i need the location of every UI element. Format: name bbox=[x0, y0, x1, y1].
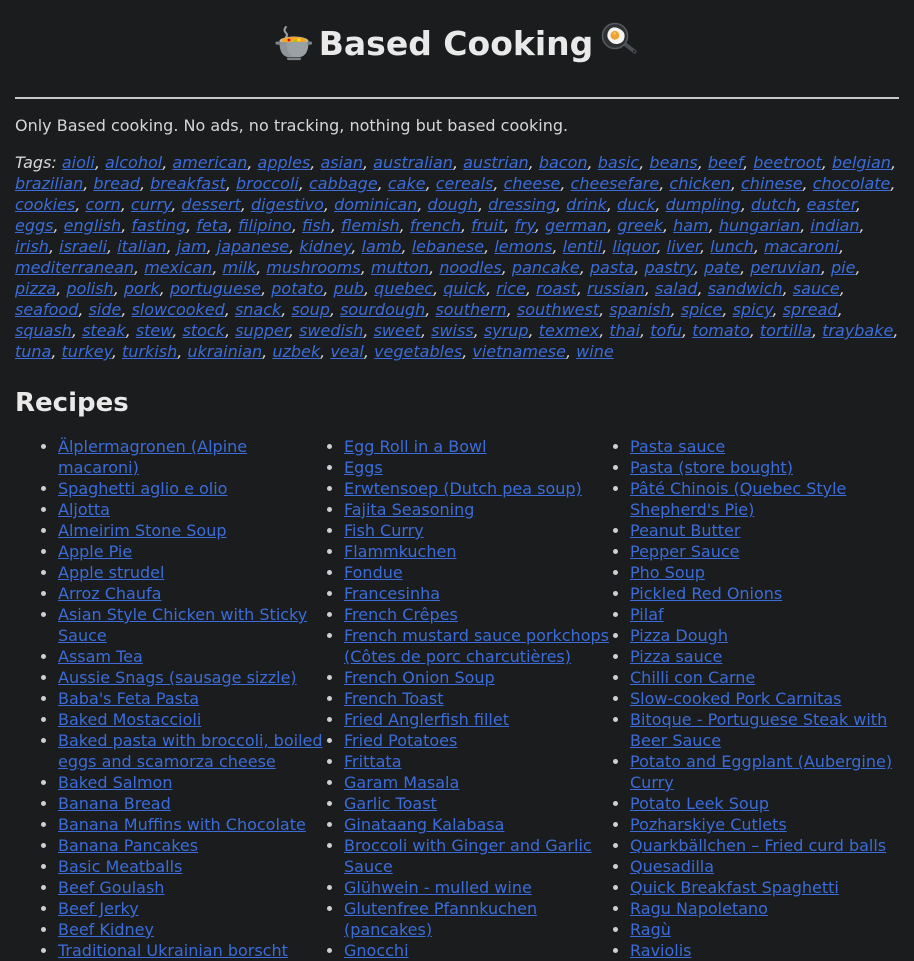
recipe-item bbox=[630, 520, 900, 541]
recipe-item bbox=[58, 499, 328, 520]
recipe-column-1 bbox=[58, 436, 328, 961]
tag-link[interactable]: stew bbox=[135, 321, 173, 340]
tag-link[interactable]: dessert bbox=[181, 195, 241, 214]
tag-link[interactable]: cheesefare bbox=[570, 174, 660, 193]
recipe-link[interactable]: Ragu Napoletano bbox=[630, 899, 768, 918]
tag-link[interactable]: quebec bbox=[374, 279, 434, 298]
recipe-link[interactable]: Pasta (store bought) bbox=[630, 458, 793, 477]
recipe-link[interactable]: Arroz Chaufa bbox=[58, 584, 162, 603]
tag-link[interactable]: bacon bbox=[538, 153, 588, 172]
tag-link[interactable]: mutton bbox=[370, 258, 430, 277]
tag-link[interactable]: feta bbox=[196, 216, 228, 235]
tag-link[interactable]: liver bbox=[666, 237, 700, 256]
tag-link[interactable]: belgian bbox=[831, 153, 891, 172]
tag-link[interactable]: vietnamese bbox=[472, 342, 566, 361]
tag-link[interactable]: texmex bbox=[538, 321, 600, 340]
tag-link[interactable]: greek bbox=[617, 216, 663, 235]
tag-link[interactable]: salad bbox=[655, 279, 698, 298]
recipe-link[interactable]: Asian Style Chicken with Sticky Sauce bbox=[58, 605, 308, 645]
recipe-item bbox=[344, 478, 614, 499]
tag-link[interactable]: cereals bbox=[435, 174, 494, 193]
recipe-item bbox=[344, 457, 614, 478]
tag-link[interactable]: lemons bbox=[494, 237, 553, 256]
recipe-item bbox=[58, 541, 328, 562]
tag-link[interactable]: tomato bbox=[692, 321, 750, 340]
recipe-link[interactable]: Garam Masala bbox=[344, 773, 460, 792]
frying-pan-egg-icon bbox=[599, 22, 641, 75]
recipe-link[interactable]: Fajita Seasoning bbox=[344, 500, 475, 519]
tag-link[interactable]: french bbox=[409, 216, 461, 235]
recipe-link[interactable]: Basic Meatballs bbox=[58, 857, 183, 876]
recipe-item bbox=[58, 856, 328, 877]
tag-link[interactable]: southern bbox=[435, 300, 507, 319]
recipe-link[interactable]: Broccoli with Ginger and Garlic Sauce bbox=[344, 836, 592, 876]
recipe-link[interactable]: Potato and Eggplant (Aubergine) Curry bbox=[630, 752, 893, 792]
tag-link[interactable]: austrian bbox=[463, 153, 529, 172]
recipe-link[interactable]: Pepper Sauce bbox=[630, 542, 740, 561]
recipe-item bbox=[344, 835, 614, 877]
tag-link[interactable]: dominican bbox=[334, 195, 418, 214]
tag-link[interactable]: duck bbox=[617, 195, 656, 214]
recipe-link[interactable]: Beef Goulash bbox=[58, 878, 165, 897]
tag-link[interactable]: jam bbox=[176, 237, 207, 256]
tag-link[interactable]: alcohol bbox=[104, 153, 163, 172]
tag-link[interactable]: noodles bbox=[439, 258, 502, 277]
tag-link[interactable]: ukrainian bbox=[187, 342, 263, 361]
recipe-link[interactable]: Älplermagronen (Alpine macaroni) bbox=[58, 437, 248, 477]
recipe-column-2 bbox=[344, 436, 614, 961]
tag-link[interactable]: spread bbox=[782, 300, 838, 319]
tag-link[interactable]: lebanese bbox=[411, 237, 485, 256]
tag-link[interactable]: potato bbox=[271, 279, 324, 298]
tag-link[interactable]: milk bbox=[222, 258, 257, 277]
tag-link[interactable]: russian bbox=[587, 279, 645, 298]
tag-link[interactable]: liquor bbox=[612, 237, 657, 256]
tag-link[interactable]: breakfast bbox=[150, 174, 226, 193]
tag-link[interactable]: dumpling bbox=[665, 195, 741, 214]
recipe-link[interactable]: Banana Bread bbox=[58, 794, 171, 813]
recipe-link[interactable]: Fondue bbox=[344, 563, 403, 582]
tag-link[interactable]: chicken bbox=[669, 174, 731, 193]
recipe-item bbox=[630, 562, 900, 583]
recipe-link[interactable]: Quesadilla bbox=[630, 857, 715, 876]
tagline: Only Based cooking. No ads, no tracking, nothing but based cooking. bbox=[15, 116, 569, 135]
tag-link[interactable]: chocolate bbox=[812, 174, 891, 193]
recipe-link[interactable]: Glutenfree Pfannkuchen (pancakes) bbox=[344, 899, 538, 939]
recipe-link[interactable]: Garlic Toast bbox=[344, 794, 437, 813]
tag-link[interactable]: eggs bbox=[15, 216, 54, 235]
tag-link[interactable]: spicy bbox=[732, 300, 773, 319]
recipe-item bbox=[630, 583, 900, 604]
recipe-link[interactable]: Pozharskiye Cutlets bbox=[630, 815, 787, 834]
tag-link[interactable]: apples bbox=[257, 153, 311, 172]
tag-link[interactable]: chinese bbox=[741, 174, 803, 193]
recipe-item bbox=[344, 562, 614, 583]
recipe-item bbox=[58, 919, 328, 940]
tag-link[interactable]: wine bbox=[576, 342, 614, 361]
recipe-link[interactable]: Potato Leek Soup bbox=[630, 794, 770, 813]
recipe-item bbox=[58, 688, 328, 709]
tag-link[interactable]: american bbox=[172, 153, 248, 172]
tag-link[interactable]: pizza bbox=[15, 279, 57, 298]
tag-link[interactable]: tortilla bbox=[759, 321, 812, 340]
recipe-item bbox=[344, 583, 614, 604]
tag-link[interactable]: portuguese bbox=[169, 279, 262, 298]
tag-link[interactable]: vegetables bbox=[374, 342, 463, 361]
tag-link[interactable]: fry bbox=[514, 216, 535, 235]
recipe-item bbox=[344, 793, 614, 814]
tag-link[interactable]: sauce bbox=[792, 279, 840, 298]
tag-link[interactable]: turkey bbox=[61, 342, 112, 361]
recipe-link[interactable]: Aussie Snags (sausage sizzle) bbox=[58, 668, 297, 687]
recipe-item bbox=[344, 436, 614, 457]
tag-link[interactable]: broccoli bbox=[235, 174, 299, 193]
recipe-item bbox=[630, 667, 900, 688]
recipe-item bbox=[630, 793, 900, 814]
tag-link[interactable]: german bbox=[545, 216, 608, 235]
pot-of-food-icon bbox=[273, 24, 313, 75]
tag-link[interactable]: digestivo bbox=[250, 195, 324, 214]
recipe-link[interactable]: Pizza sauce bbox=[630, 647, 723, 666]
tag-link[interactable]: bread bbox=[93, 174, 140, 193]
tag-link[interactable]: indian bbox=[810, 216, 860, 235]
recipe-item bbox=[630, 646, 900, 667]
recipe-link[interactable]: Beef Jerky bbox=[58, 899, 139, 918]
recipe-link[interactable]: Spaghetti aglio e olio bbox=[58, 479, 228, 498]
recipe-link[interactable]: Beef Kidney bbox=[58, 920, 154, 939]
tag-link[interactable]: supper bbox=[235, 321, 289, 340]
recipe-link[interactable]: French Crêpes bbox=[344, 605, 458, 624]
recipe-link[interactable]: French Toast bbox=[344, 689, 444, 708]
tag-link[interactable]: stock bbox=[182, 321, 225, 340]
recipe-link[interactable]: Gnocchi bbox=[344, 941, 409, 960]
recipe-column-3 bbox=[630, 436, 900, 961]
recipe-item bbox=[58, 436, 328, 478]
tags-label: Tags: bbox=[15, 153, 62, 172]
tag-link[interactable]: pasta bbox=[589, 258, 635, 277]
recipe-link[interactable]: Francesinha bbox=[344, 584, 441, 603]
recipe-link[interactable]: Almeirim Stone Soup bbox=[58, 521, 227, 540]
recipe-link[interactable]: Chilli con Carne bbox=[630, 668, 756, 687]
recipe-item bbox=[58, 520, 328, 541]
recipe-item bbox=[58, 877, 328, 898]
recipe-item bbox=[58, 604, 328, 646]
tag-link[interactable]: soup bbox=[291, 300, 330, 319]
recipe-item bbox=[58, 478, 328, 499]
recipe-item bbox=[630, 898, 900, 919]
recipe-item bbox=[344, 625, 614, 667]
recipe-item bbox=[344, 898, 614, 940]
tag-link[interactable]: aioli bbox=[61, 153, 95, 172]
tag-link[interactable]: pork bbox=[123, 279, 160, 298]
tag-link[interactable]: dressing bbox=[488, 195, 557, 214]
recipe-link[interactable]: Pizza Dough bbox=[630, 626, 728, 645]
recipe-item bbox=[630, 436, 900, 457]
tag-link[interactable]: sandwich bbox=[707, 279, 783, 298]
tag-link[interactable]: fruit bbox=[471, 216, 505, 235]
recipe-item bbox=[630, 478, 900, 520]
tag-link[interactable]: flemish bbox=[340, 216, 400, 235]
recipe-link[interactable]: French Onion Soup bbox=[344, 668, 495, 687]
recipes-grid bbox=[58, 436, 899, 961]
tag-link[interactable]: veal bbox=[330, 342, 364, 361]
tag-link[interactable]: swedish bbox=[299, 321, 364, 340]
recipe-item bbox=[58, 709, 328, 730]
recipe-item bbox=[58, 730, 328, 772]
tag-link[interactable]: macaroni bbox=[763, 237, 839, 256]
recipe-item bbox=[344, 541, 614, 562]
page-title-text: Based Cooking bbox=[318, 24, 594, 63]
tag-link[interactable]: pancake bbox=[511, 258, 580, 277]
tag-link[interactable]: israeli bbox=[59, 237, 108, 256]
tag-link[interactable]: beef bbox=[707, 153, 744, 172]
tag-link[interactable]: cabbage bbox=[308, 174, 378, 193]
recipe-item bbox=[344, 877, 614, 898]
recipe-link[interactable]: Glühwein - mulled wine bbox=[344, 878, 532, 897]
recipe-link[interactable]: Fried Anglerfish fillet bbox=[344, 710, 509, 729]
recipe-item bbox=[630, 856, 900, 877]
tag-link[interactable]: dough bbox=[427, 195, 478, 214]
tag-link[interactable]: spanish bbox=[609, 300, 671, 319]
recipe-link[interactable]: Flammkuchen bbox=[344, 542, 457, 561]
tag-link[interactable]: peruvian bbox=[750, 258, 821, 277]
recipe-item bbox=[344, 751, 614, 772]
recipe-link[interactable]: Ragù bbox=[630, 920, 671, 939]
recipe-item bbox=[630, 709, 900, 751]
tag-link[interactable]: slowcooked bbox=[131, 300, 225, 319]
tag-link[interactable]: drink bbox=[566, 195, 607, 214]
tag-link[interactable]: uzbek bbox=[272, 342, 321, 361]
recipe-link[interactable]: Peanut Butter bbox=[630, 521, 741, 540]
recipe-link[interactable]: Baked Mostaccioli bbox=[58, 710, 202, 729]
tag-link[interactable]: squash bbox=[15, 321, 72, 340]
recipe-item bbox=[58, 562, 328, 583]
recipe-item bbox=[344, 688, 614, 709]
tag-link[interactable]: cheese bbox=[503, 174, 561, 193]
tag-link[interactable]: italian bbox=[117, 237, 167, 256]
tag-link[interactable]: southwest bbox=[516, 300, 600, 319]
tag-link[interactable]: hungarian bbox=[718, 216, 801, 235]
tag-link[interactable]: filipino bbox=[238, 216, 292, 235]
recipe-item bbox=[630, 877, 900, 898]
recipe-link[interactable]: Egg Roll in a Bowl bbox=[344, 437, 487, 456]
recipe-link[interactable]: Baked Salmon bbox=[58, 773, 173, 792]
recipe-item bbox=[630, 541, 900, 562]
recipe-link[interactable]: Raviolis bbox=[630, 941, 692, 960]
tag-link[interactable]: steak bbox=[82, 321, 126, 340]
recipe-item bbox=[58, 667, 328, 688]
tag-link[interactable]: pie bbox=[830, 258, 856, 277]
tag-link[interactable]: thai bbox=[609, 321, 641, 340]
tag-link[interactable]: syrup bbox=[483, 321, 529, 340]
recipe-item bbox=[630, 688, 900, 709]
tag-link[interactable]: seafood bbox=[15, 300, 79, 319]
recipe-link[interactable]: Banana Muffins with Chocolate bbox=[58, 815, 306, 834]
recipe-item bbox=[344, 520, 614, 541]
tag-link[interactable]: pate bbox=[703, 258, 741, 277]
tag-link[interactable]: tuna bbox=[15, 342, 52, 361]
recipe-item bbox=[630, 940, 900, 961]
tag-link[interactable]: brazilian bbox=[15, 174, 84, 193]
tag-link[interactable]: australian bbox=[373, 153, 453, 172]
tag-link[interactable]: traybake bbox=[822, 321, 894, 340]
recipe-link[interactable]: Pho Soup bbox=[630, 563, 705, 582]
recipe-link[interactable]: Assam Tea bbox=[58, 647, 143, 666]
recipe-link[interactable]: Banana Pancakes bbox=[58, 836, 199, 855]
recipe-item bbox=[344, 604, 614, 625]
recipes-heading: Recipes bbox=[15, 388, 129, 418]
recipe-link[interactable]: Pickled Red Onions bbox=[630, 584, 783, 603]
recipe-item bbox=[344, 814, 614, 835]
recipe-link[interactable]: Bitoque - Portuguese Steak with Beer Sauce bbox=[630, 710, 888, 750]
tag-link[interactable]: mushrooms bbox=[266, 258, 361, 277]
tag-link[interactable]: fish bbox=[302, 216, 331, 235]
tag-link[interactable]: tofu bbox=[650, 321, 683, 340]
tag-link[interactable]: irish bbox=[15, 237, 49, 256]
recipe-item bbox=[344, 772, 614, 793]
recipe-item bbox=[630, 457, 900, 478]
recipe-item bbox=[630, 919, 900, 940]
recipe-item bbox=[630, 625, 900, 646]
tag-link[interactable]: basic bbox=[597, 153, 640, 172]
recipe-link[interactable]: Apple strudel bbox=[58, 563, 165, 582]
recipe-link[interactable]: Slow-cooked Pork Carnitas bbox=[630, 689, 842, 708]
tag-link[interactable]: dutch bbox=[750, 195, 797, 214]
recipe-link[interactable]: Traditional Ukrainian borscht bbox=[58, 941, 288, 960]
recipe-link[interactable]: French mustard sauce porkchops (Côtes de porc charcutières) bbox=[344, 626, 609, 666]
recipe-link[interactable]: Quarkbällchen – Fried curd balls bbox=[630, 836, 887, 855]
recipe-link[interactable]: Apple Pie bbox=[58, 542, 133, 561]
tag-link[interactable]: english bbox=[63, 216, 122, 235]
recipe-item bbox=[630, 835, 900, 856]
tag-link[interactable]: quick bbox=[443, 279, 487, 298]
recipe-item bbox=[58, 646, 328, 667]
tag-link[interactable]: cookies bbox=[15, 195, 76, 214]
recipe-item bbox=[344, 730, 614, 751]
recipe-item bbox=[58, 772, 328, 793]
tag-link[interactable]: mexican bbox=[144, 258, 213, 277]
tag-link[interactable]: kidney bbox=[299, 237, 352, 256]
divider bbox=[15, 97, 899, 99]
recipe-item bbox=[630, 751, 900, 793]
recipe-link[interactable]: Aljotta bbox=[58, 500, 110, 519]
tag-link[interactable]: pub bbox=[333, 279, 364, 298]
tag-link[interactable]: turkish bbox=[122, 342, 178, 361]
recipe-link[interactable]: Frittata bbox=[344, 752, 402, 771]
recipe-item bbox=[58, 940, 328, 961]
tag-link[interactable]: curry bbox=[130, 195, 172, 214]
tag-link[interactable]: sourdough bbox=[340, 300, 426, 319]
tag-link[interactable]: roast bbox=[536, 279, 577, 298]
tag-link[interactable]: corn bbox=[85, 195, 121, 214]
recipe-item bbox=[344, 499, 614, 520]
tag-link[interactable]: beetroot bbox=[753, 153, 822, 172]
recipe-link[interactable]: Fried Potatoes bbox=[344, 731, 458, 750]
recipe-link[interactable]: Fish Curry bbox=[344, 521, 424, 540]
recipe-link[interactable]: Pilaf bbox=[630, 605, 664, 624]
tags-list bbox=[15, 152, 899, 362]
page bbox=[0, 22, 914, 961]
tag-link[interactable]: ham bbox=[673, 216, 709, 235]
recipe-item bbox=[630, 604, 900, 625]
recipe-link[interactable]: Pâté Chinois (Quebec Style Shepherd's Pie) bbox=[630, 479, 847, 519]
tag-link[interactable]: swiss bbox=[431, 321, 474, 340]
page-title bbox=[15, 22, 899, 75]
tag-link[interactable]: spice bbox=[680, 300, 723, 319]
tag-link[interactable]: asian bbox=[320, 153, 363, 172]
tag-link[interactable]: mediterranean bbox=[15, 258, 135, 277]
recipe-item bbox=[58, 835, 328, 856]
tag-link[interactable]: pastry bbox=[644, 258, 694, 277]
tag-link[interactable]: japanese bbox=[216, 237, 290, 256]
recipe-link[interactable]: Ginataang Kalabasa bbox=[344, 815, 505, 834]
tag-link[interactable]: rice bbox=[496, 279, 526, 298]
recipe-item bbox=[58, 583, 328, 604]
recipe-item bbox=[630, 814, 900, 835]
tags-links: aioli, alcohol, american, apples, asian, australian, austrian, bacon, basic, beans, beef, beetroot, belgian, brazilian, bread, breakfast, broccoli, cabbage, cake, cereals, cheese, cheesefare, chicken, chinese, chocolate, cookies, corn, curry, dessert, digestivo, dominican, dough, dressing, drink, duck, dumpling, dutch, easter, eggs, english, fasting, feta, filipino, fish, flemish, french, fruit, fry, german, greek, ham, hungarian, indian, irish, israeli, italian, jam, japanese, kidney, lamb, lebanese, lemons, lentil, liquor, liver, lunch, macaroni, mediterranean, mexican, milk, mushrooms, mutton, noodles, pancake, pasta, pastry, pate, peruvian, pie, pizza, polish, pork, portuguese, potato, pub, quebec, quick, rice, roast, russian, salad, sandwich, sauce, seafood, side, slowcooked, snack, soup, sourdough, southern, southwest, spanish, spice, spicy, spread, squash, steak, stew, stock, supper, swedish, sweet, swiss, syrup, texmex, thai, tofu, tomato, tortilla, traybake, tuna, turkey, turkish, ukrainian, uzbek, veal, vegetables, vietnamese, wine bbox=[15, 153, 899, 361]
recipe-link[interactable]: Erwtensoep (Dutch pea soup) bbox=[344, 479, 582, 498]
recipe-item bbox=[344, 940, 614, 961]
tag-link[interactable]: lentil bbox=[562, 237, 603, 256]
tag-link[interactable]: sweet bbox=[373, 321, 421, 340]
tag-link[interactable]: polish bbox=[66, 279, 114, 298]
recipe-item bbox=[58, 814, 328, 835]
tag-link[interactable]: snack bbox=[234, 300, 282, 319]
tag-link[interactable]: easter bbox=[806, 195, 856, 214]
tag-link[interactable]: lamb bbox=[361, 237, 402, 256]
tag-link[interactable]: beans bbox=[649, 153, 698, 172]
recipe-item bbox=[344, 667, 614, 688]
recipe-link[interactable]: Baked pasta with broccoli, boiled eggs and scamorza cheese bbox=[58, 731, 323, 771]
recipe-link[interactable]: Eggs bbox=[344, 458, 383, 477]
recipe-link[interactable]: Quick Breakfast Spaghetti bbox=[630, 878, 839, 897]
recipe-item bbox=[58, 898, 328, 919]
recipe-item bbox=[58, 793, 328, 814]
recipe-link[interactable]: Pasta sauce bbox=[630, 437, 726, 456]
recipe-link[interactable]: Baba's Feta Pasta bbox=[58, 689, 200, 708]
tag-link[interactable]: fasting bbox=[131, 216, 187, 235]
tag-link[interactable]: cake bbox=[387, 174, 426, 193]
recipe-item bbox=[344, 709, 614, 730]
tag-link[interactable]: side bbox=[88, 300, 122, 319]
tag-link[interactable]: lunch bbox=[710, 237, 754, 256]
